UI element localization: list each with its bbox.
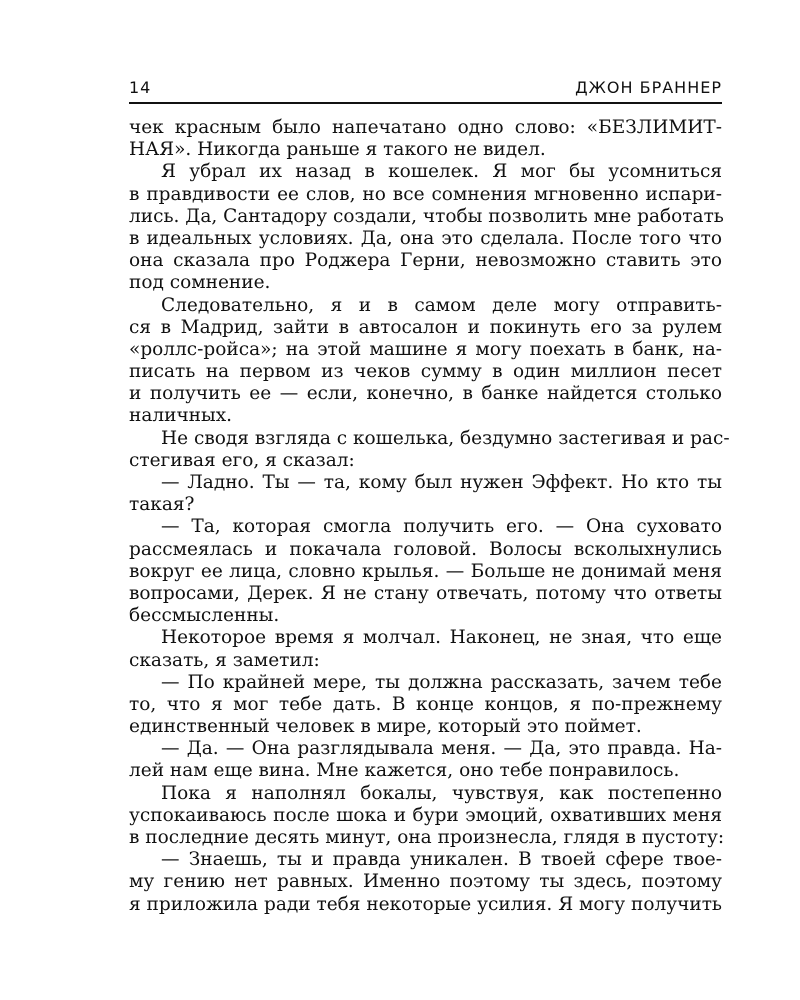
text-line: стегивая его, я сказал:: [129, 449, 355, 471]
running-head-author: ДЖОН БРАННЕР: [575, 78, 722, 97]
text-line: писать на первом из чеков сумму в один миллион песет: [129, 361, 722, 383]
text-line: наличных.: [129, 405, 233, 427]
text-line: лей нам еще вина. Мне кажется, оно тебе понравилось.: [129, 760, 680, 782]
text-line: единственный человек в мире, который это поймет.: [129, 716, 642, 738]
text-line: чек красным было напечатано одно слово: «БЕЗЛИМИТ-: [129, 117, 722, 138]
text-line: — Та, которая смогла получить его. — Она суховато: [161, 516, 722, 538]
text-line: Пока я наполнял бокалы, чувствуя, как постепенно: [161, 782, 722, 804]
page-number: 14: [129, 78, 152, 97]
text-line: Следовательно, я и в самом деле могу отправить-: [161, 294, 722, 316]
text-line: лись. Да, Сантадору создали, чтобы позволить мне работать: [129, 205, 724, 227]
text-line: Не сводя взгляда с кошелька, бездумно застегивая и рас-: [161, 427, 730, 449]
text-line: — По крайней мере, ты должна рассказать, зачем тебе: [161, 671, 722, 693]
text-line: под сомнение.: [129, 272, 271, 294]
text-line: она сказала про Роджера Герни, невозможно ставить это: [129, 250, 722, 272]
text-line: в идеальных условиях. Да, она это сделала. После того что: [129, 227, 722, 249]
text-line: «роллс-ройса»; на этой машине я могу поехать в банк, на-: [129, 338, 722, 360]
text-line: ся в Мадрид, зайти в автосалон и покинуть его за рулем: [129, 316, 722, 338]
text-line: то, что я мог тебе дать. В конце концов, я по-прежнему: [129, 693, 722, 715]
text-line: Я убрал их назад в кошелек. Я мог бы усомниться: [161, 161, 722, 183]
text-line: и получить ее — если, конечно, в банке найдется столько: [129, 383, 722, 405]
page-header: [129, 76, 722, 104]
text-line: вопросами, Дерек. Я не стану отвечать, потому что ответы: [129, 582, 722, 604]
body-text: [129, 117, 730, 916]
text-line: рассмеялась и покачала головой. Волосы всколыхнулись: [129, 538, 722, 560]
text-line: сказать, я заметил:: [129, 649, 320, 671]
text-line: в последние десять минут, она произнесла, глядя в пустоту:: [129, 827, 725, 848]
text-line: му гению нет равных. Именно поэтому ты здесь, поэтому: [129, 871, 722, 893]
text-line: — Знаешь, ты и правда уникален. В твоей сфере твое-: [161, 849, 722, 871]
text-line: в правдивости ее слов, но все сомнения мгновенно испари-: [129, 183, 722, 205]
text-line: успокаиваюсь после шока и бури эмоций, охвативших меня: [129, 804, 722, 826]
text-line: такая?: [129, 494, 195, 516]
text-line: НАЯ». Никогда раньше я такого не видел.: [129, 139, 546, 161]
text-line: бессмысленны.: [129, 605, 280, 627]
text-line: — Да. — Она разглядывала меня. — Да, это правда. На-: [161, 738, 722, 760]
text-line: я приложила ради тебя некоторые усилия. Я могу получить: [129, 893, 722, 915]
text-line: вокруг ее лица, словно крылья. — Больше не донимай меня: [129, 560, 722, 582]
text-line: — Ладно. Ты — та, кому был нужен Эффект. Но кто ты: [161, 472, 722, 493]
text-line: Некоторое время я молчал. Наконец, не зная, что еще: [161, 627, 722, 649]
